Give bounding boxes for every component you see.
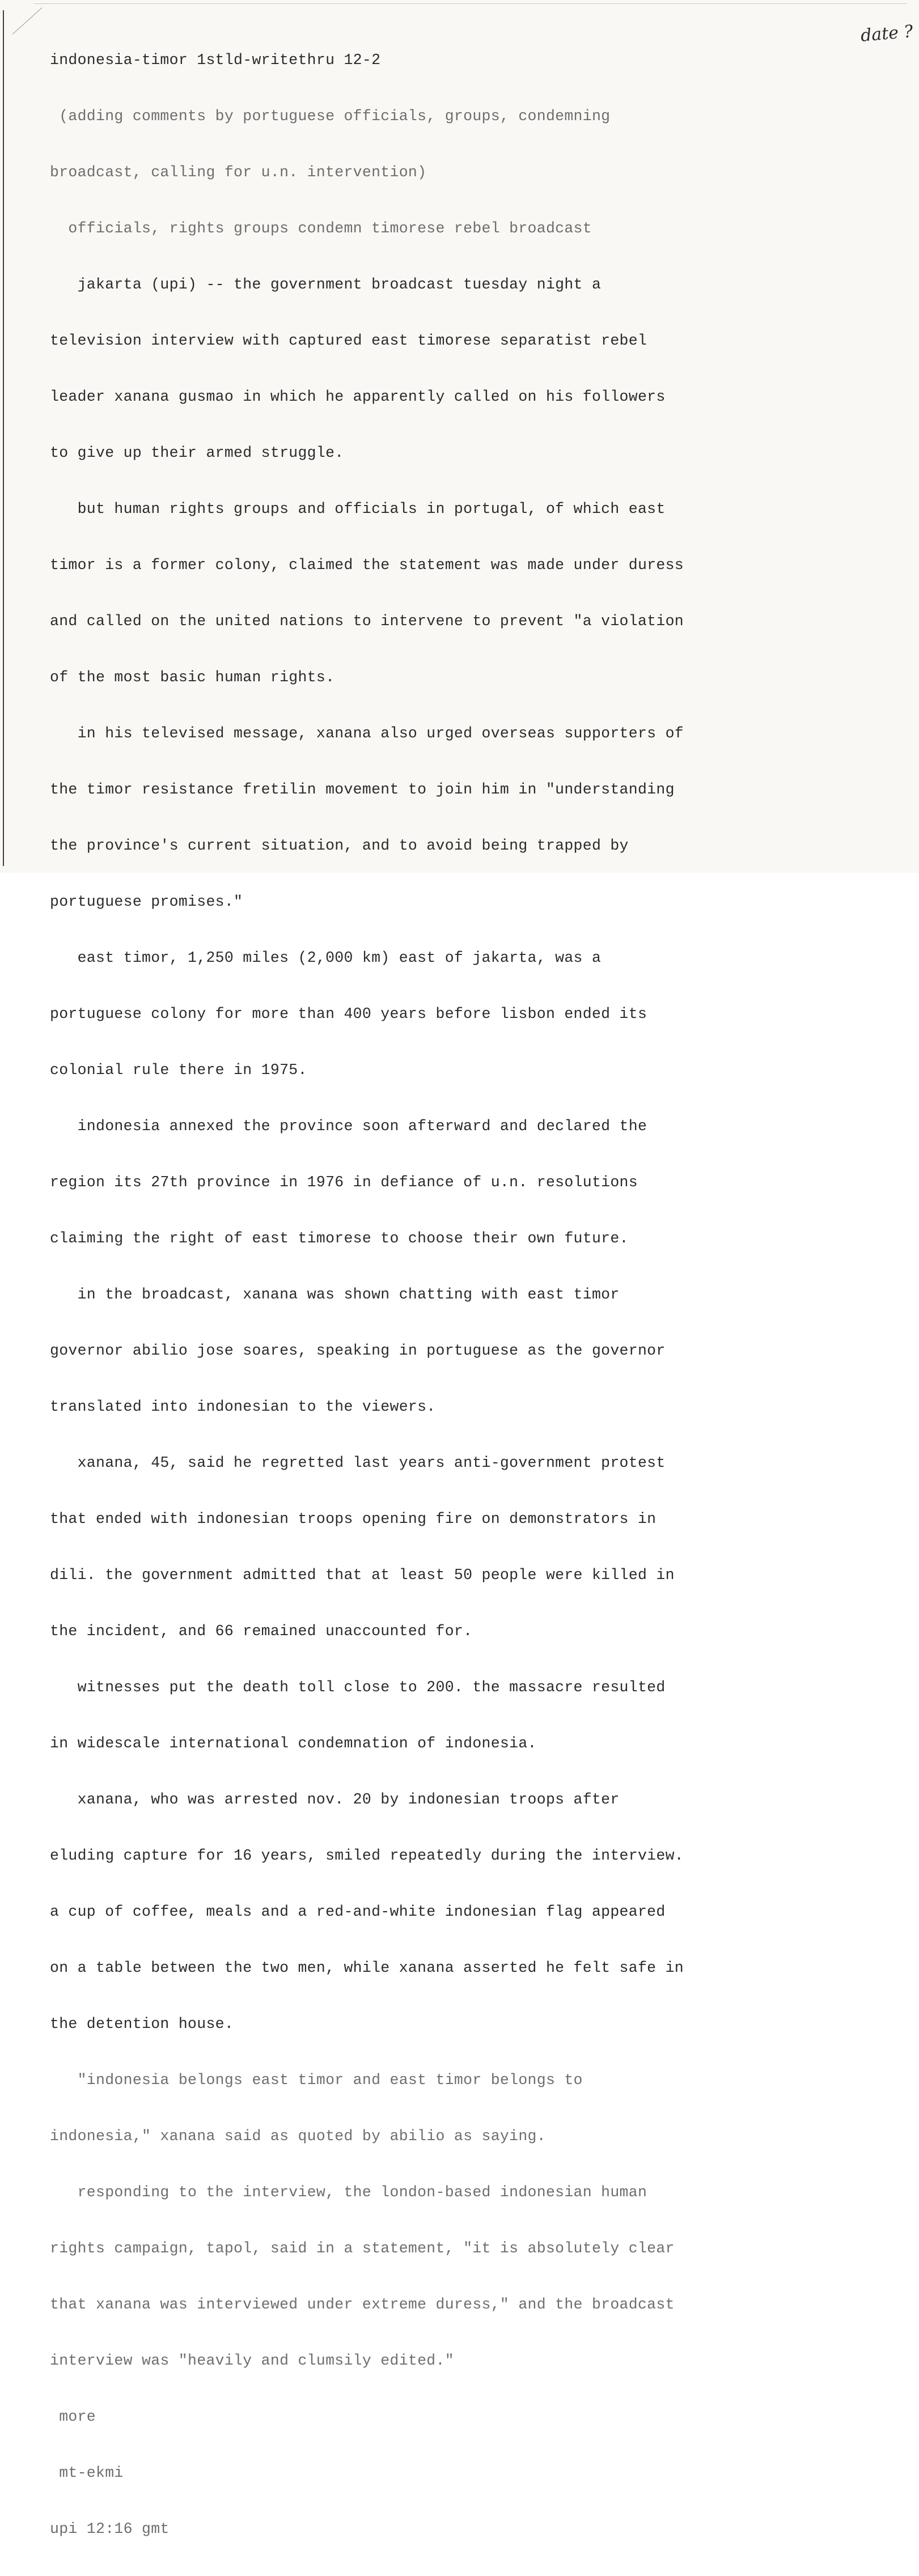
text-line: portuguese promises." bbox=[50, 893, 243, 910]
text-line: that ended with indonesian troops opening fire on demonstrators in bbox=[50, 1510, 657, 1527]
text-line: xanana, who was arrested nov. 20 by indonesian troops after bbox=[50, 1791, 620, 1808]
text-line: east timor, 1,250 miles (2,000 km) east of jakarta, was a bbox=[50, 949, 602, 966]
corner-pencil-mark bbox=[12, 7, 43, 35]
text-line: indonesia annexed the province soon afterward and declared the bbox=[50, 1118, 647, 1135]
text-line: claiming the right of east timorese to choose their own future. bbox=[50, 1230, 629, 1247]
text-line: but human rights groups and officials in portugal, of which east bbox=[50, 500, 666, 517]
text-line: the province's current situation, and to avoid being trapped by bbox=[50, 837, 629, 854]
text-line: timor is a former colony, claimed the statement was made under duress bbox=[50, 557, 684, 574]
text-line: region its 27th province in 1976 in defiance of u.n. resolutions bbox=[50, 1174, 638, 1191]
text-line: television interview with captured east timorese separatist rebel bbox=[50, 332, 647, 349]
text-line: broadcast, calling for u.n. intervention) bbox=[50, 164, 427, 181]
handwritten-annotation: date ? bbox=[859, 22, 914, 46]
text-line: indonesia," xanana said as quoted by abilio as saying. bbox=[50, 2128, 546, 2145]
text-line: "indonesia belongs east timor and east timor belongs to bbox=[50, 2072, 583, 2089]
text-line: witnesses put the death toll close to 200. the massacre resulted bbox=[50, 1679, 666, 1696]
headline: officials, rights groups condemn timorese rebel broadcast bbox=[50, 220, 592, 237]
text-line: responding to the interview, the london-based indonesian human bbox=[50, 2184, 647, 2201]
timestamp: upi 12:16 gmt bbox=[50, 2520, 170, 2537]
more-marker: more bbox=[50, 2408, 96, 2425]
text-line: (adding comments by portuguese officials, groups, condemning bbox=[50, 108, 611, 125]
text-line: governor abilio jose soares, speaking in portuguese as the governor bbox=[50, 1342, 666, 1359]
text-line: colonial rule there in 1975. bbox=[50, 1062, 307, 1079]
text-line: eluding capture for 16 years, smiled repeatedly during the interview. bbox=[50, 1847, 684, 1864]
text-line: portuguese colony for more than 400 years before lisbon ended its bbox=[50, 1005, 647, 1022]
text-line: a cup of coffee, meals and a red-and-white indonesian flag appeared bbox=[50, 1903, 666, 1920]
text-line: the detention house. bbox=[50, 2015, 234, 2032]
text-line: jakarta (upi) -- the government broadcast tuesday night a bbox=[50, 276, 602, 293]
text-line: on a table between the two men, while xanana asserted he felt safe in bbox=[50, 1959, 684, 1976]
wire-story-text bbox=[50, 14, 684, 2576]
text-line: that xanana was interviewed under extreme duress," and the broadcast bbox=[50, 2296, 675, 2313]
text-line: translated into indonesian to the viewers. bbox=[50, 1398, 436, 1415]
text-line: to give up their armed struggle. bbox=[50, 444, 344, 461]
text-line: of the most basic human rights. bbox=[50, 669, 335, 686]
text-line: leader xanana gusmao in which he apparently called on his followers bbox=[50, 388, 666, 405]
text-line: in widescale international condemnation of indonesia. bbox=[50, 1735, 537, 1752]
slug-line: indonesia-timor 1stld-writethru 12-2 bbox=[50, 52, 381, 69]
editor-code: mt-ekmi bbox=[50, 2464, 124, 2481]
page-left-edge bbox=[3, 10, 4, 866]
text-line: rights campaign, tapol, said in a statement, "it is absolutely clear bbox=[50, 2240, 675, 2257]
text-line: and called on the united nations to intervene to prevent "a violation bbox=[50, 613, 684, 630]
text-line: in the broadcast, xanana was shown chatting with east timor bbox=[50, 1286, 620, 1303]
text-line: the timor resistance fretilin movement to join him in "understanding bbox=[50, 781, 675, 798]
text-line: the incident, and 66 remained unaccounted for. bbox=[50, 1623, 473, 1640]
text-line: interview was "heavily and clumsily edited." bbox=[50, 2352, 454, 2369]
text-line: xanana, 45, said he regretted last years anti-government protest bbox=[50, 1454, 666, 1471]
page-top-edge bbox=[34, 3, 907, 4]
text-line: in his televised message, xanana also urged overseas supporters of bbox=[50, 725, 684, 742]
text-line: dili. the government admitted that at least 50 people were killed in bbox=[50, 1567, 675, 1584]
